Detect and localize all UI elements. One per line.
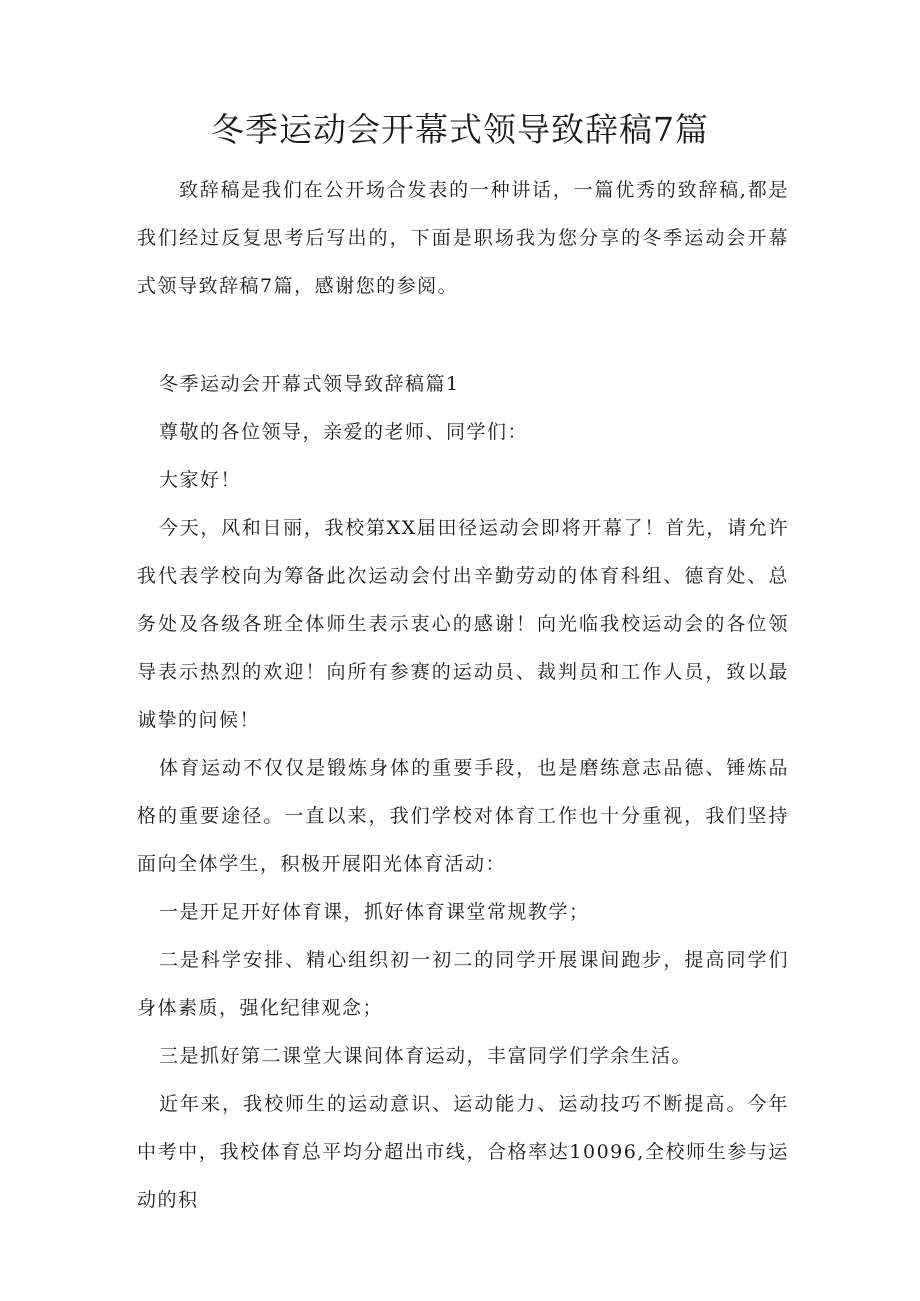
document-body bbox=[137, 166, 789, 1224]
body-paragraph: 体育运动不仅仅是锻炼身体的重要手段，也是磨练意志品德、锤炼品格的重要途径。一直以来，我们学校对体育工作也十分重视，我们坚持面向全体学生，积极开展阳光体育活动： bbox=[137, 757, 789, 875]
section-heading: 冬季运动会开幕式领导致辞稿篇1 bbox=[159, 373, 460, 395]
list-item-paragraph: 三是抓好第二课堂大课间体育运动，丰富同学们学余生活。 bbox=[159, 1045, 693, 1067]
salutation-paragraph: 尊敬的各位领导，亲爱的老师、同学们： bbox=[159, 421, 529, 443]
greeting-paragraph: 大家好！ bbox=[159, 469, 242, 491]
list-item-paragraph: 一是开足开好体育课，抓好体育课堂常规教学； bbox=[159, 901, 590, 923]
list-item-paragraph: 二是科学安排、精心组织初一初二的同学开展课间跑步，提高同学们身体素质，强化纪律观念； bbox=[137, 949, 789, 1019]
body-paragraph: 今天，风和日丽，我校第XX届田径运动会即将开幕了！首先，请允许我代表学校向为筹备此次运动会付出辛勤劳动的体育科组、德育处、总务处及各级各班全体师生表示衷心的感谢！向光临我校运动会的各位领导表示热烈的欢迎！向所有参赛的运动员、裁判员和工作人员，致以最诚挚的问候！ bbox=[137, 517, 789, 731]
intro-paragraph: 致辞稿是我们在公开场合发表的一种讲话，一篇优秀的致辞稿,都是我们经过反复思考后写出的，下面是职场我为您分享的冬季运动会开幕式领导致辞稿7篇，感谢您的参阅。 bbox=[137, 179, 789, 297]
body-paragraph: 近年来，我校师生的运动意识、运动能力、运动技巧不断提高。今年中考中，我校体育总平均分超出市线，合格率达10096,全校师生参与运动的积 bbox=[137, 1093, 789, 1211]
document-title: 冬季运动会开幕式领导致辞稿7篇 bbox=[211, 110, 709, 149]
